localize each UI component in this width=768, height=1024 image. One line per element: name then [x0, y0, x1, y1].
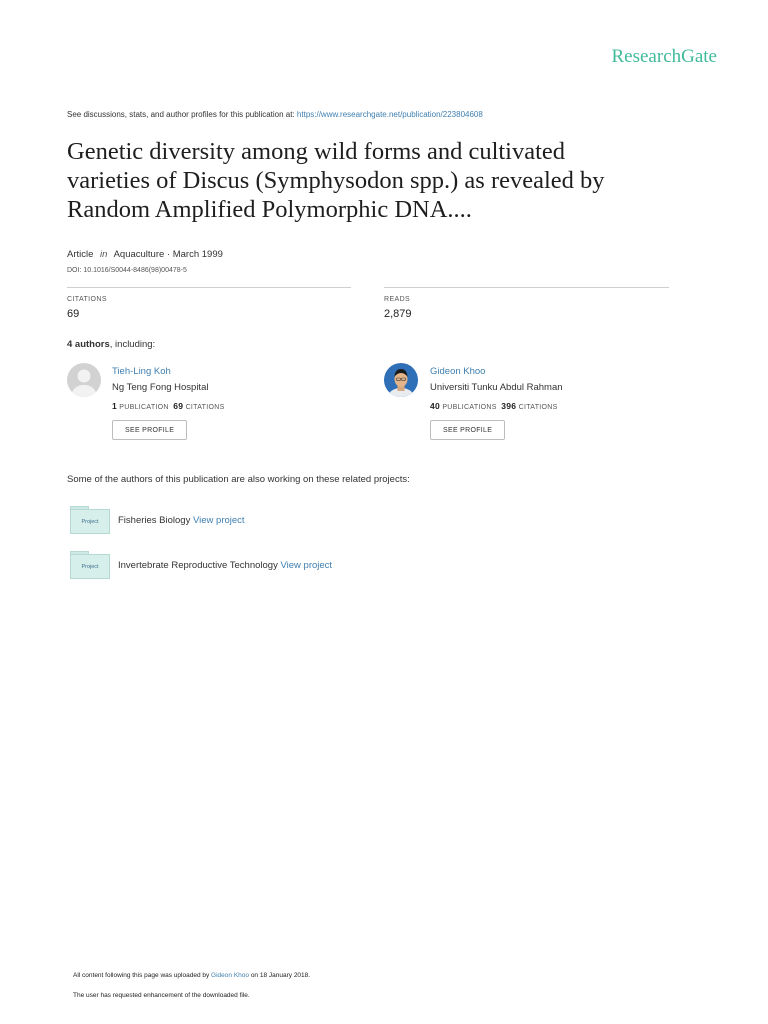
citations-label: CITATIONS [518, 404, 558, 411]
article-meta [67, 249, 223, 260]
title-line: varieties of Discus (Symphysodon spp.) as revealed by [67, 167, 605, 194]
divider-citations [67, 287, 351, 288]
article-type: Article [67, 249, 94, 260]
citations-count: 69 [173, 401, 184, 411]
citations-value: 69 [67, 308, 80, 320]
author-institution: Ng Teng Fong Hospital [112, 382, 209, 393]
author-name-link[interactable]: Tieh-Ling Koh [112, 366, 171, 377]
folder-label: Project [81, 564, 99, 570]
view-project-link[interactable]: View project [192, 515, 245, 526]
related-projects-heading: Some of the authors of this publication are also working on these related projects: [67, 474, 410, 485]
upload-prefix: All content following this page was uploaded by [73, 972, 210, 979]
enhancement-note: The user has requested enhancement of the downloaded file. [73, 992, 250, 999]
upload-suffix: on 18 January 2018. [250, 972, 311, 979]
reads-label: READS [384, 296, 411, 303]
upload-note [73, 972, 310, 979]
see-profile-button[interactable]: SEE PROFILE [430, 420, 505, 440]
authors-including: , including: [109, 339, 156, 350]
publications-count: 1 [112, 401, 118, 411]
publications-label: PUBLICATIONS [442, 404, 497, 411]
reads-value: 2,879 [384, 308, 412, 320]
project-folder-icon [70, 551, 110, 579]
title-line: Genetic diversity among wild forms and cultivated [67, 138, 566, 165]
project-name: Fisheries Biology [118, 515, 191, 526]
uploader-link[interactable]: Gideon Khoo [211, 972, 249, 979]
author-name-link[interactable]: Gideon Khoo [430, 366, 486, 377]
in-word: in [100, 249, 108, 260]
doi-text: DOI: 10.1016/S0044-8486(98)00478-5 [67, 267, 187, 274]
folder-label: Project [81, 519, 99, 525]
divider-reads [384, 287, 669, 288]
author-stats [430, 401, 558, 411]
publications-label: PUBLICATION [119, 404, 169, 411]
author-stats [112, 401, 225, 411]
researchgate-logo[interactable]: ResearchGate [611, 46, 717, 67]
discussion-line [67, 110, 483, 119]
publication-url-link[interactable]: https://www.researchgate.net/publication/223804608 [296, 110, 483, 119]
authors-heading [67, 339, 155, 350]
placeholder-avatar-icon[interactable] [67, 363, 101, 397]
discussion-text: See discussions, stats, and author profiles for this publication at: [67, 110, 295, 119]
view-project-link[interactable]: View project [280, 560, 333, 571]
project-folder-icon [70, 506, 110, 534]
project-name: Invertebrate Reproductive Technology [118, 560, 278, 571]
publications-count: 40 [430, 401, 441, 411]
journal-date: Aquaculture · March 1999 [113, 249, 223, 260]
article-title [67, 137, 707, 224]
see-profile-button[interactable]: SEE PROFILE [112, 420, 187, 440]
title-line: Random Amplified Polymorphic DNA.... [67, 196, 472, 223]
author-institution: Universiti Tunku Abdul Rahman [430, 382, 563, 393]
project-item [118, 515, 245, 526]
authors-count: 4 authors [67, 339, 110, 350]
citations-label: CITATIONS [67, 296, 107, 303]
project-item [118, 560, 332, 571]
author-photo-avatar[interactable] [384, 363, 418, 397]
citations-count: 396 [501, 401, 517, 411]
citations-label: CITATIONS [185, 404, 225, 411]
